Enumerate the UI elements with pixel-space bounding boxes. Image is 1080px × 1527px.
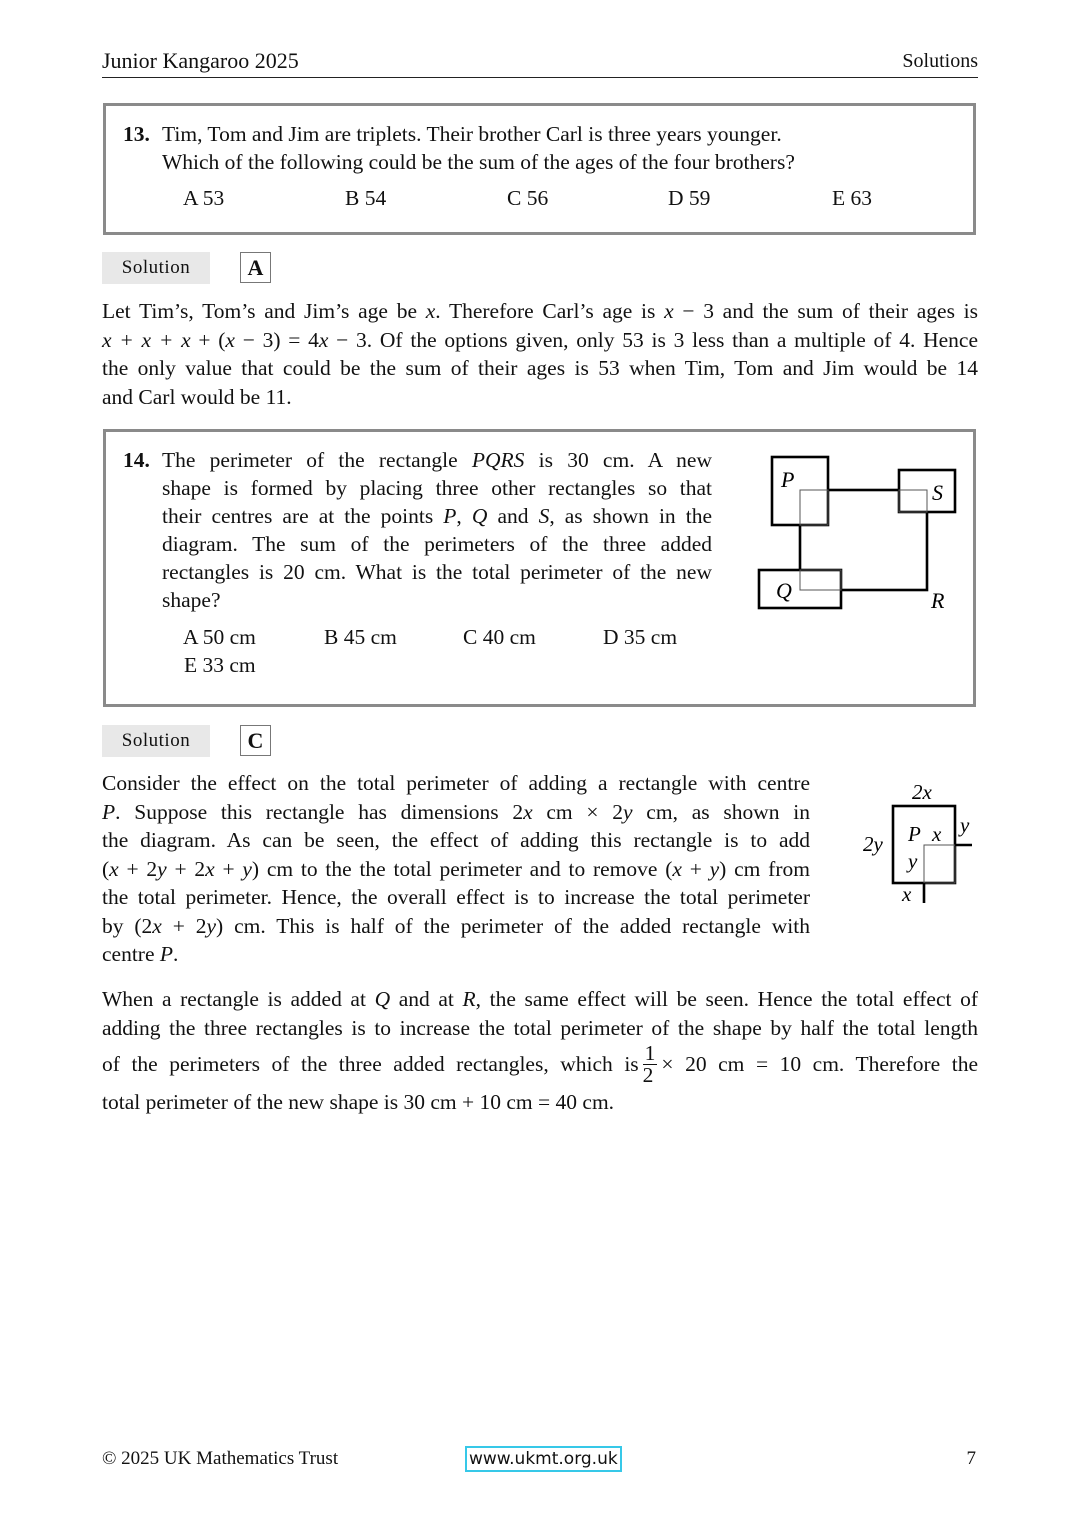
option-a: A 53 [183,186,225,210]
solution-answer: C [240,725,271,756]
page-number: 7 [966,1448,976,1469]
footer-copyright: © 2025 UK Mathematics Trust [102,1448,339,1469]
label-x: x [902,882,912,906]
question-13-text: Tim, Tom and Jim are triplets. Their brother Carl is three years younger. Which of the following could be the sum of the ages of the four brothers? [162,122,795,174]
option-d: D 59 [668,186,711,210]
option-a: A 50 cm [183,625,256,649]
label-p: P [781,467,795,492]
label-2x: 2x [912,780,932,804]
label-s: S [932,480,943,505]
header-title: Junior Kangaroo 2025 [102,48,299,73]
solution-answer: A [240,252,271,283]
solution-14-paragraph-1: Consider the effect on the total perimeter of adding a rectangle with centre P. Suppose this rectangle has dimensions 2x cm × 2y cm, as shown in the diagram. As can be seen, the effect of adding this rectangle is to add (x + 2y + 2x + y) cm to the the total perimeter and to remove (x + y) cm from the total perimeter. Hence, the overall effect is to increase the total perimeter by (2x + 2y) cm. This is half of the perimeter of the added rectangle with centre P. [102,771,810,966]
label-q: Q [776,578,792,603]
solution-14-paragraph-2: When a rectangle is added at Q and at R, the same effect will be seen. Hence the total effect of adding the three rectangles is to increase the total perimeter of the shape by half the total length of the perimeters of the three added rectangles, which is $\frac{1}{2}$ × 20 cm = 10 cm. Therefore the total perimeter of the new shape is 30 cm + 10 cm = 40 cm. [102,987,978,1114]
option-b: B 45 cm [324,625,397,649]
label-y: y [908,849,918,873]
question-number: 14. [123,448,150,472]
label-2y: 2y [863,832,883,856]
option-c: C 56 [507,186,549,210]
solution-label: Solution [102,252,210,284]
label-x: x [932,822,942,846]
solution-13-text: Let Tim’s, Tom’s and Jim’s age be x. Therefore Carl’s age is x − 3 and the sum of their ages is x + x + x + (x − 3) = 4x − 3. Of the options given, only 53 is 3 less than a multiple of 4. Hence the only value that could be the sum of their ages is 53 when Tim, Tom and Jim would be 14 and Carl would be 11. [102,299,978,409]
website-link[interactable]: www.ukmt.org.uk [465,1446,622,1472]
option-e: E 63 [832,186,873,210]
option-b: B 54 [345,186,387,210]
fraction-one-half: $\frac{1}{2}$ [642,1040,656,1087]
label-y: y [960,813,970,837]
header-section: Solutions [902,50,978,72]
rectangle-p-dimension-diagram [850,775,990,910]
rectangles-diagram [0,0,1080,720]
solution-label: Solution [102,725,210,757]
option-d: D 35 cm [603,625,678,649]
option-e: E 33 cm [184,653,256,677]
question-14-text: The perimeter of the rectangle PQRS is 30 cm. A new shape is formed by placing three other rectangles so that their centres are at the points P, Q and S, as shown in the diagram. The sum of the perimeters of the three added rectangles is 20 cm. What is the total perimeter of the new shape? [162,448,713,612]
option-c: C 40 cm [463,625,536,649]
label-p: P [908,822,921,846]
question-number: 13. [123,122,150,146]
label-r: R [931,588,945,613]
